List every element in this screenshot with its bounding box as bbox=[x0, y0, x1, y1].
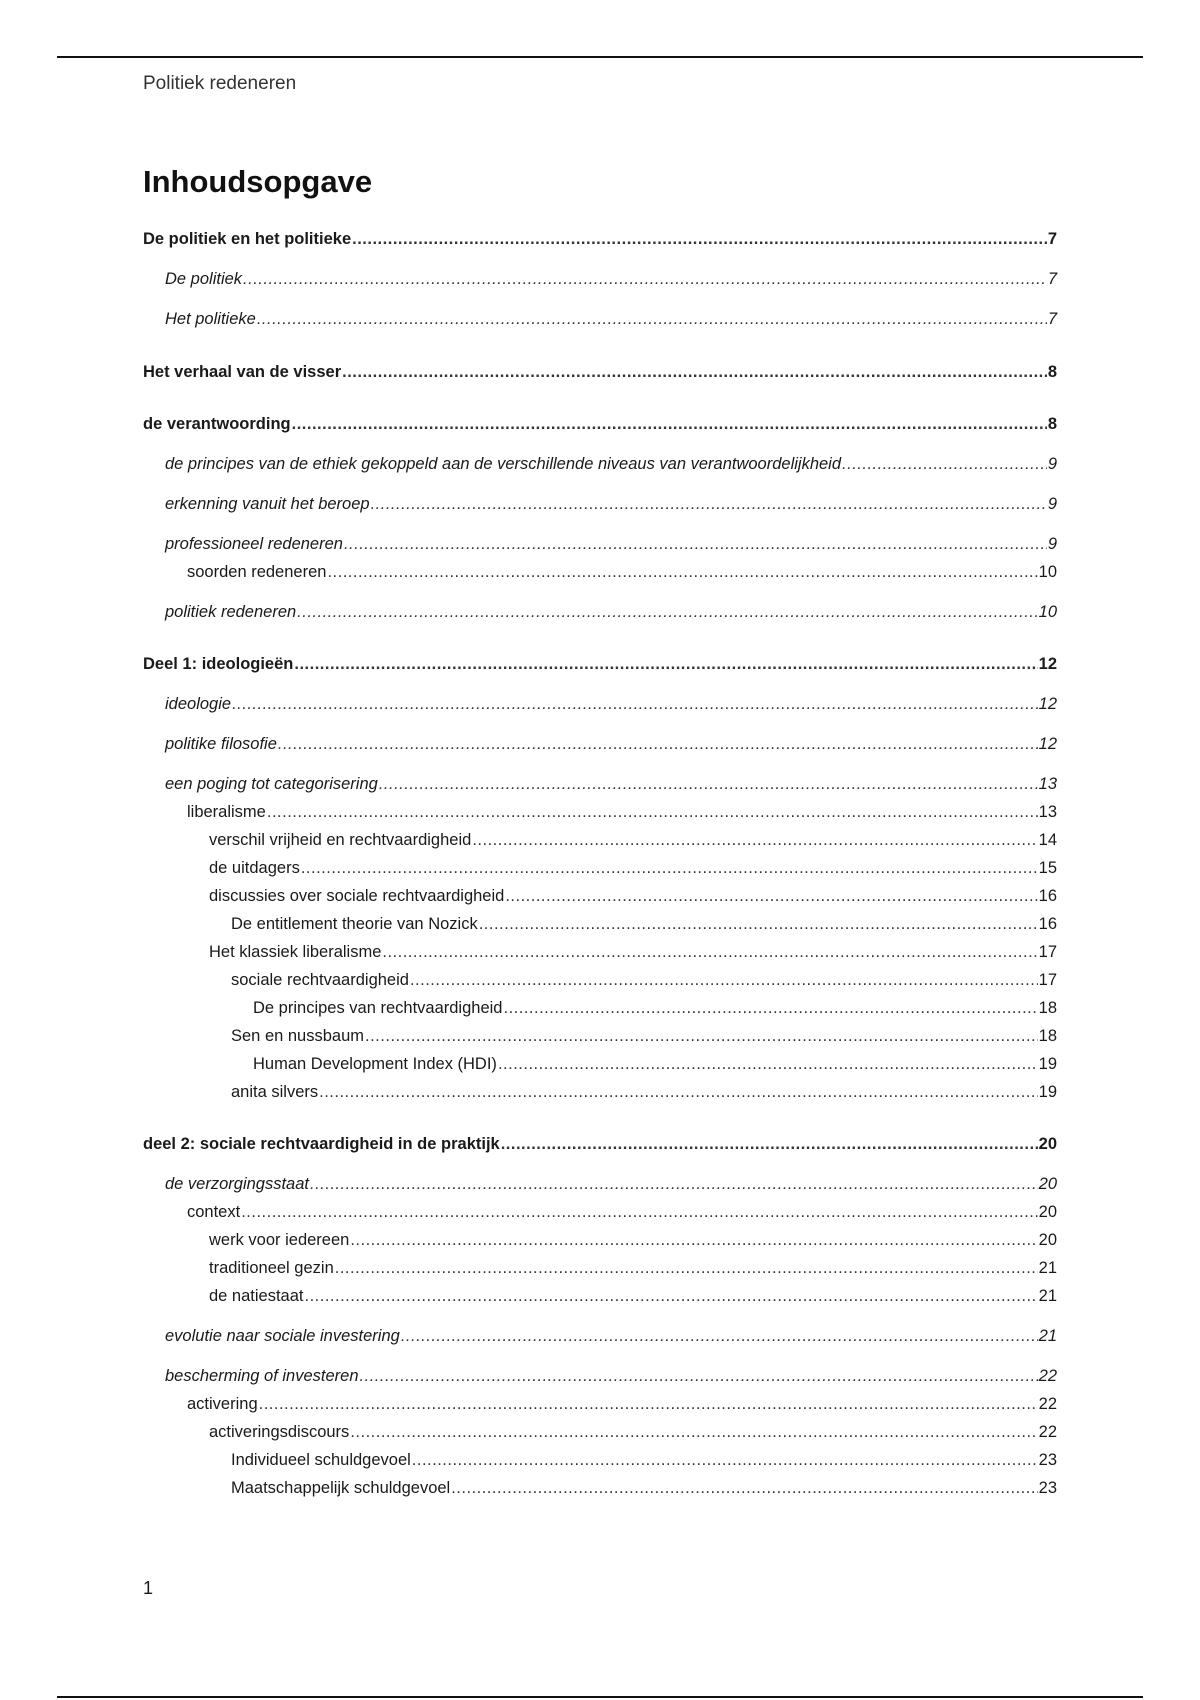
toc-entry[interactable] bbox=[143, 887, 1057, 911]
toc-entry-page: 16 bbox=[1038, 887, 1057, 905]
toc-entry-page: 20 bbox=[1038, 1203, 1057, 1221]
toc-entry-page: 15 bbox=[1038, 859, 1057, 877]
toc-entry[interactable] bbox=[143, 1135, 1057, 1159]
toc-entry[interactable] bbox=[143, 1055, 1057, 1079]
toc-entry[interactable] bbox=[143, 943, 1057, 967]
toc-entry-title: activeringsdiscours bbox=[209, 1423, 350, 1441]
toc-entry-page: 10 bbox=[1038, 603, 1057, 621]
toc-entry-page: 7 bbox=[1047, 230, 1057, 248]
toc-entry-title: Maatschappelijk schuldgevoel bbox=[231, 1479, 451, 1497]
toc-entry-title: Het verhaal van de visser bbox=[143, 363, 342, 381]
page-number: 1 bbox=[143, 1578, 154, 1598]
toc-entry-page: 19 bbox=[1038, 1083, 1057, 1101]
toc-entry[interactable] bbox=[143, 655, 1057, 679]
toc-entry-title: activering bbox=[187, 1395, 258, 1413]
toc-entry[interactable] bbox=[143, 455, 1057, 479]
toc-entry-page: 14 bbox=[1038, 831, 1057, 849]
toc-entry-page: 7 bbox=[1047, 310, 1057, 328]
toc-entry-title: verschil vrijheid en rechtvaardigheid bbox=[209, 831, 472, 849]
toc-entry-page: 22 bbox=[1038, 1423, 1057, 1441]
toc-entry-title: Sen en nussbaum bbox=[231, 1027, 365, 1045]
toc-entry-page: 18 bbox=[1038, 999, 1057, 1017]
toc-entry[interactable] bbox=[143, 495, 1057, 519]
toc-entry-page: 20 bbox=[1038, 1231, 1057, 1249]
toc-entry-page: 16 bbox=[1038, 915, 1057, 933]
toc-entry-page: 9 bbox=[1047, 455, 1057, 473]
toc-entry[interactable] bbox=[143, 563, 1057, 587]
toc-entry[interactable] bbox=[143, 695, 1057, 719]
toc-entry-page: 7 bbox=[1047, 270, 1057, 288]
toc-entry[interactable] bbox=[143, 1451, 1057, 1475]
toc-entry[interactable] bbox=[143, 971, 1057, 995]
header-rule bbox=[57, 56, 1143, 58]
toc-entry-page: 17 bbox=[1038, 971, 1057, 989]
toc-entry[interactable] bbox=[143, 915, 1057, 939]
toc-entry[interactable] bbox=[143, 1287, 1057, 1311]
toc-entry-title: Individueel schuldgevoel bbox=[231, 1451, 411, 1469]
toc-entry-page: 9 bbox=[1047, 495, 1057, 513]
toc-entry-title: de uitdagers bbox=[209, 859, 300, 877]
toc-entry-page: 12 bbox=[1038, 695, 1057, 713]
toc-entry[interactable] bbox=[143, 1479, 1057, 1503]
toc-entry-title: context bbox=[187, 1203, 241, 1221]
toc-entry-title: Het politieke bbox=[165, 310, 256, 328]
toc-entry-page: 12 bbox=[1038, 655, 1057, 673]
toc-entry-title: de verzorgingsstaat bbox=[165, 1175, 309, 1193]
toc-entry-page: 17 bbox=[1038, 943, 1057, 961]
toc-entry[interactable] bbox=[143, 603, 1057, 627]
toc-entry-title: De politiek en het politieke bbox=[143, 230, 352, 248]
toc-entry[interactable] bbox=[143, 535, 1057, 559]
toc-entry-title: politike filosofie bbox=[165, 735, 277, 753]
toc-entry-page: 21 bbox=[1038, 1327, 1057, 1345]
toc-entry[interactable] bbox=[143, 1027, 1057, 1051]
toc-entry-title: Human Development Index (HDI) bbox=[253, 1055, 497, 1073]
toc-entry[interactable] bbox=[143, 415, 1057, 439]
toc-entry-title: De entitlement theorie van Nozick bbox=[231, 915, 478, 933]
toc-entry-title: soorden redeneren bbox=[187, 563, 327, 581]
toc-entry[interactable] bbox=[143, 1083, 1057, 1107]
toc-entry-page: 12 bbox=[1038, 735, 1057, 753]
toc-entry-page: 10 bbox=[1038, 563, 1057, 581]
toc-entry[interactable] bbox=[143, 1395, 1057, 1419]
footer-rule bbox=[57, 1696, 1143, 1698]
toc-entry-title: bescherming of investeren bbox=[165, 1367, 359, 1385]
toc-entry-page: 13 bbox=[1038, 803, 1057, 821]
toc-entry-title: ideologie bbox=[165, 695, 232, 713]
toc-entry-title: evolutie naar sociale investering bbox=[165, 1327, 400, 1345]
toc-entry[interactable] bbox=[143, 831, 1057, 855]
toc-entry-page: 20 bbox=[1038, 1175, 1057, 1193]
toc-entry-page: 20 bbox=[1038, 1135, 1057, 1153]
toc-entry[interactable] bbox=[143, 775, 1057, 799]
toc-entry[interactable] bbox=[143, 1367, 1057, 1391]
toc-entry-title: werk voor iedereen bbox=[209, 1231, 350, 1249]
toc-entry-title: discussies over sociale rechtvaardigheid bbox=[209, 887, 505, 905]
toc-entry-title: erkenning vanuit het beroep bbox=[165, 495, 370, 513]
toc-entry-title: anita silvers bbox=[231, 1083, 319, 1101]
running-header: Politiek redeneren bbox=[143, 73, 297, 94]
toc-entry-title: liberalisme bbox=[187, 803, 266, 821]
toc-entry[interactable] bbox=[143, 735, 1057, 759]
toc-entry-page: 22 bbox=[1038, 1367, 1057, 1385]
toc-entry-title: De principes van rechtvaardigheid bbox=[253, 999, 503, 1017]
toc-entry-page: 18 bbox=[1038, 1027, 1057, 1045]
toc-entry-page: 8 bbox=[1047, 363, 1057, 381]
toc-entry-title: de verantwoording bbox=[143, 415, 291, 433]
toc-entry-title: een poging tot categorisering bbox=[165, 775, 378, 793]
toc-entry-page: 8 bbox=[1047, 415, 1057, 433]
toc-entry-page: 21 bbox=[1038, 1287, 1057, 1305]
toc-entry-page: 19 bbox=[1038, 1055, 1057, 1073]
toc-entry[interactable] bbox=[143, 363, 1057, 387]
toc-entry-title: deel 2: sociale rechtvaardigheid in de praktijk bbox=[143, 1135, 500, 1153]
toc-entry-title: Het klassiek liberalisme bbox=[209, 943, 382, 961]
toc-entry-page: 23 bbox=[1038, 1451, 1057, 1469]
toc-entry-title: De politiek bbox=[165, 270, 243, 288]
toc-entry-title: de principes van de ethiek gekoppeld aan de verschillende niveaus van verantwoordelijkheid bbox=[165, 455, 842, 473]
toc-entry[interactable] bbox=[143, 859, 1057, 883]
toc-entry[interactable] bbox=[143, 1259, 1057, 1283]
toc-entry[interactable] bbox=[143, 310, 1057, 334]
toc-entry-page: 22 bbox=[1038, 1395, 1057, 1413]
toc-entry-page: 21 bbox=[1038, 1259, 1057, 1277]
toc-entry[interactable] bbox=[143, 1175, 1057, 1199]
toc-entry-title: politiek redeneren bbox=[165, 603, 297, 621]
toc-entry[interactable] bbox=[143, 1423, 1057, 1447]
toc-entry-page: 23 bbox=[1038, 1479, 1057, 1497]
toc-entry[interactable] bbox=[143, 1203, 1057, 1227]
toc-entry[interactable] bbox=[143, 803, 1057, 827]
toc-entry-page: 9 bbox=[1047, 535, 1057, 553]
toc-entry-page: 13 bbox=[1038, 775, 1057, 793]
toc-title: Inhoudsopgave bbox=[143, 164, 373, 199]
toc-entry-title: professioneel redeneren bbox=[165, 535, 343, 553]
toc-entry[interactable] bbox=[143, 1231, 1057, 1255]
toc-entry-title: Deel 1: ideologieën bbox=[143, 655, 294, 673]
toc-entry[interactable] bbox=[143, 1327, 1057, 1351]
toc-entry[interactable] bbox=[143, 230, 1057, 254]
toc-entry-title: sociale rechtvaardigheid bbox=[231, 971, 409, 989]
toc-entry[interactable] bbox=[143, 999, 1057, 1023]
toc-entry[interactable] bbox=[143, 270, 1057, 294]
toc-entry-title: de natiestaat bbox=[209, 1287, 304, 1305]
toc-entry-title: traditioneel gezin bbox=[209, 1259, 334, 1277]
